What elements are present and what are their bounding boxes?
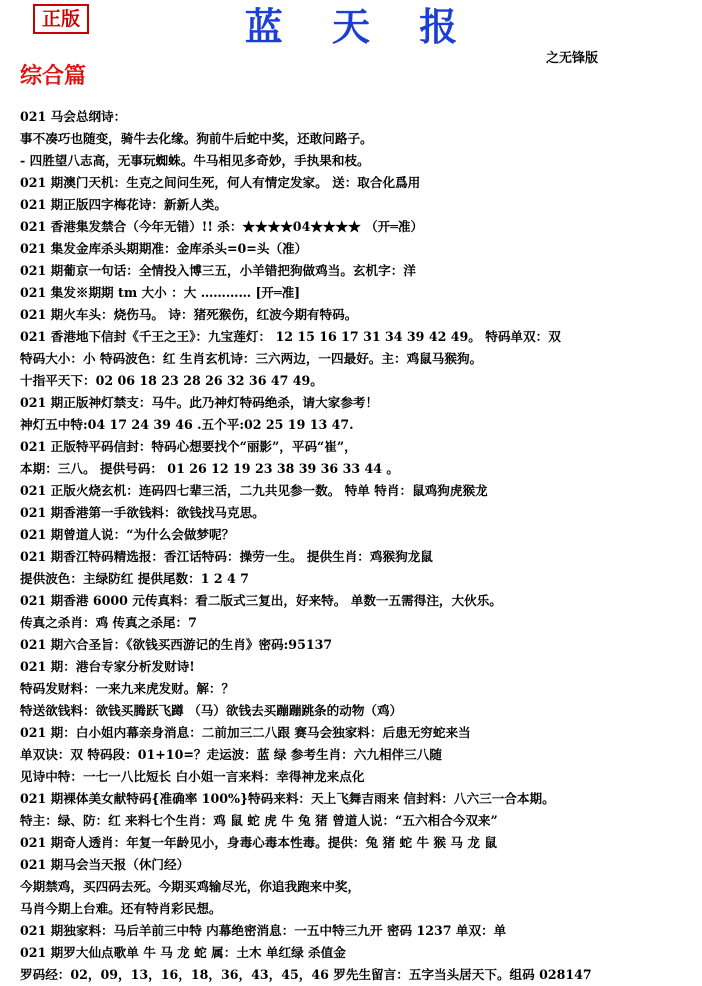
- text-line: 021 期马会当天报（休门经）: [20, 857, 190, 872]
- text-line: 021 期曾道人说：“为什么会做梦呢？: [20, 527, 235, 542]
- text-line: 021 香港地下信封《千王之王》：九宝莲灯： 12 15 16 17 31 34 39 42 49。 特码单双：双: [20, 329, 561, 344]
- text-line: 021 期六合圣旨：《欲钱买西游记的生肖》密码:95137: [20, 637, 333, 652]
- text-line: 神灯五中特:04 17 24 39 46 .五个平:02 25 19 13 47.: [20, 417, 354, 432]
- text-line: 021 期罗大仙点歌单 牛 马 龙 蛇 属：土木 单红绿 杀值金: [20, 945, 346, 960]
- text-line: 特码发财料：一来九来虎发财。解：？: [20, 681, 235, 696]
- text-line: 传真之杀肖：鸡 传真之杀尾：7: [20, 615, 197, 630]
- text-line: 事不凑巧也随变，骑牛去化缘。狗前牛后蛇中奖，还敢问路子。: [20, 131, 373, 146]
- text-line: 021 正版特平码信封：特码心想要找个“丽影”，平码“崔”，: [20, 439, 357, 454]
- section-heading: 综合篇: [20, 64, 87, 89]
- text-line: 021 集发金库杀头期期准：金库杀头=0=头（准）: [20, 241, 308, 256]
- text-line: 特码大小：小 特码波色：红 生肖玄机诗：三六两边，一四最好。主：鸡鼠马猴狗。: [20, 351, 483, 366]
- text-line: 021 期澳门天机：生克之间问生死，何人有情定发家。 送：取合化爲用: [20, 175, 421, 190]
- text-line: 021 期独家料：马后羊前三中特 内幕绝密消息：一五中特三九开 密码 1237 单双：单: [20, 923, 507, 938]
- badge-label: 正版: [33, 4, 89, 34]
- text-line: 021 期香江特码精选报：香江话特码：操劳一生。 提供生肖：鸡猴狗龙鼠: [20, 549, 433, 564]
- text-line: - 四胜望八志高，无事玩蜘蛛。牛马相见多奇妙，手执果和枝。: [20, 153, 370, 168]
- text-line: 十指平天下：02 06 18 23 28 26 32 36 47 49。: [20, 373, 323, 388]
- text-line: 021 期香港 6000 元传真料：看二版式三复出，好来特。 单数一五需得注，大伙乐。: [20, 593, 502, 608]
- text-line: 单双诀：双 特码段：01+10=？走运波：蓝 绿 参考生肖：六九相伴三八随: [20, 747, 442, 762]
- text-line: 021 期正版四字梅花诗：新新人类。: [20, 197, 227, 212]
- text-line: 特主：绿、防：红 来料七个生肖：鸡 鼠 蛇 虎 牛 兔 猪 曾道人说：“五六相合今双来”: [20, 813, 498, 828]
- text-line: 021 期奇人透肖：年复一年龄见小，身毒心毒本性毒。提供：兔 猪 蛇 牛 猴 马 龙 鼠: [20, 835, 497, 850]
- text-line: 特送欲钱料：欲钱买腾跃飞蹲 （马）欲钱去买蹦蹦跳条的动物（鸡）: [20, 703, 403, 718]
- page-title: 蓝 天 报: [244, 4, 476, 49]
- text-line: 提供波色：主绿防红 提供尾数：1 2 4 7: [20, 571, 249, 586]
- text-line: 021 期：港台专家分析发财诗!: [20, 659, 195, 674]
- text-line: 021 正版火烧玄机：连码四七辈三活，二九共见参一数。 特单 特肖：鼠鸡狗虎猴龙: [20, 483, 488, 498]
- text-line: 021 马会总纲诗：: [20, 109, 127, 124]
- text-line: 见诗中特：一七一八比短长 白小姐一言来料：幸得神龙来点化: [20, 769, 365, 784]
- text-line: 021 期：白小姐内幕亲身消息：二前加三二八跟 赛马会独家料：后患无穷蛇来当: [20, 725, 471, 740]
- text-line: 021 期葡京一句话：全情投入博三五，小羊错把狗做鸡当。玄机字：洋: [20, 263, 416, 278]
- text-line: 马肖今期上台难。还有特肖彩民想。: [20, 901, 222, 916]
- text-line: 021 香港集发禁合（今年无错）!! 杀：★★★★04★★★★ （开═准）: [20, 219, 424, 234]
- text-line: 今期禁鸡，买四码去死。今期买鸡输尽光，你追我跑来中奖，: [20, 879, 361, 894]
- text-line: 021 期火车头：烧伤马。 诗：猪死猴伤，红波今期有特码。: [20, 307, 358, 322]
- text-line: 罗码经：02，09，13，16，18，36，43，45，46 罗先生留言：五字当头居天下。组码 028147: [20, 967, 592, 982]
- text-line: 021 期香港第一手欲钱料：欲钱找马克思。: [20, 505, 265, 520]
- text-line: 021 集发※期期 tm 大小 ：大 ………… [开═准]: [20, 285, 301, 300]
- edition-label: 之无锋版: [546, 51, 599, 66]
- text-line: 021 期正版神灯禁支：马牛。此乃神灯特码绝杀，请大家参考！: [20, 395, 379, 410]
- content-list: [20, 106, 696, 986]
- text-line: 021 期裸体美女献特码{准确率 100%}特码来料：天上飞舞吉雨来 信封料：八六三一合本期。: [20, 791, 555, 806]
- text-line: 本期：三八。 提供号码： 01 26 12 19 23 38 39 36 33 44 。: [20, 461, 399, 476]
